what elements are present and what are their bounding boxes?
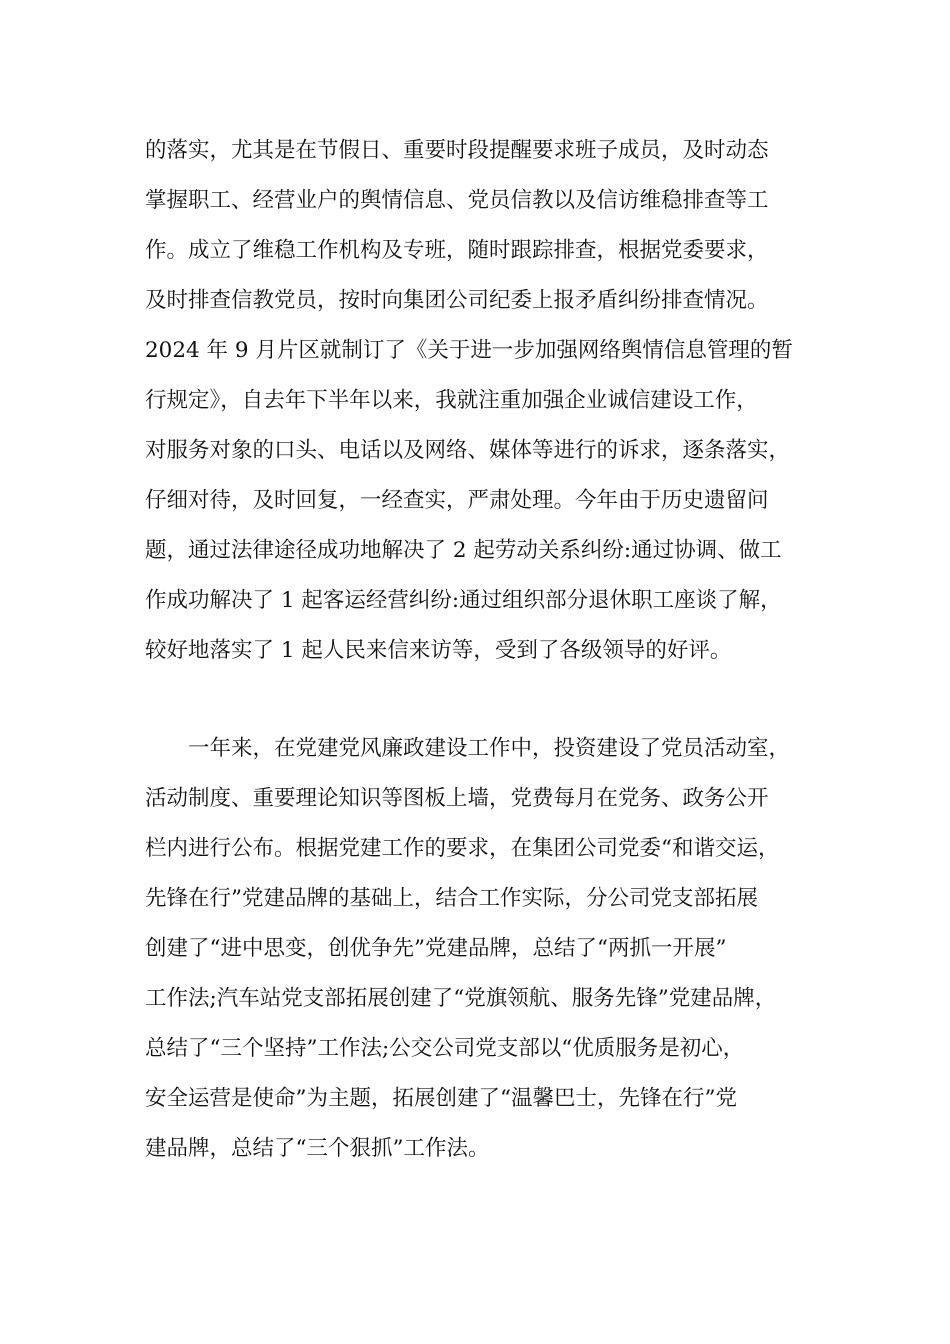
text-line: 2024 年 9 月片区就制订了《关于进一步加强网络舆情信息管理的暂 <box>145 338 793 363</box>
text-line: 总结了“三个坚持”工作法;公交公司党支部以“优质服务是初心， <box>145 1036 745 1061</box>
text-line: 的落实，尤其是在节假日、重要时段提醒要求班子成员，及时动态 <box>145 138 769 163</box>
text-line: 行规定》，自去年下半年以来，我就注重加强企业诚信建设工作， <box>145 388 758 413</box>
text-line: 对服务对象的口头、电话以及网络、媒体等进行的诉求，逐条落实， <box>145 438 791 463</box>
text-line: 安全运营是使命”为主题，拓展创建了“温馨巴士，先锋在行”党 <box>145 1086 737 1111</box>
text-line: 及时排查信教党员，按时向集团公司纪委上报矛盾纠纷排查情况。 <box>145 288 769 313</box>
text-line: 较好地落实了 1 起人民来信来访等，受到了各级领导的好评。 <box>145 638 732 663</box>
text-line: 先锋在行”党建品牌的基础上，结合工作实际，分公司党支部拓展 <box>145 886 758 911</box>
text-line: 作成功解决了 1 起客运经营纠纷:通过组织部分退休职工座谈了解， <box>145 588 782 613</box>
text-line: 作。成立了维稳工作机构及专班，随时跟踪排查，根据党委要求， <box>145 238 769 263</box>
text-line: 创建了“进中思变，创优争先”党建品牌，总结了“两抓一开展” <box>145 936 727 961</box>
text-line: 栏内进行公布。根据党建工作的要求，在集团公司党委“和谐交运， <box>145 836 780 861</box>
text-line: 活动制度、重要理论知识等图板上墙，党费每月在党务、政务公开 <box>145 786 769 811</box>
text-line: 掌握职工、经营业户的舆情信息、党员信教以及信访维稳排查等工 <box>145 188 769 213</box>
text-line: 工作法;汽车站党支部拓展创建了“党旗领航、服务先锋”党建品牌， <box>145 986 777 1011</box>
text-line-indented: 一年来，在党建党风廉政建设工作中，投资建设了党员活动室， <box>188 736 791 761</box>
text-line: 题，通过法律途径成功地解决了 2 起劳动关系纠纷:通过协调、做工 <box>145 538 782 563</box>
text-line: 仔细对待，及时回复，一经查实，严肃处理。今年由于历史遗留问 <box>145 488 769 513</box>
text-line: 建品牌，总结了“三个狠抓”工作法。 <box>145 1136 490 1161</box>
